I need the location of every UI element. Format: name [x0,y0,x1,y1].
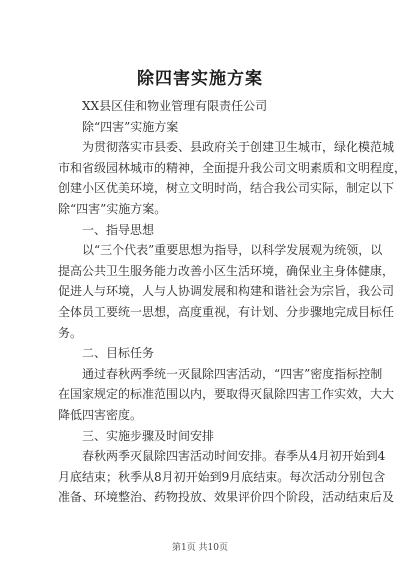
body-line: 为贯彻落实市县委、县政府关于创建卫生城市，绿化模范城 [82,140,395,155]
body-line: 提高公共卫生服务能力改善小区生活环境，确保业主身体健康， [58,263,395,278]
body-line: 除“四害”实施方案。 [58,201,167,216]
body-line: 一、指导思想 [82,222,155,237]
body-line: 三、实施步骤及时间安排 [82,428,215,443]
body-line: 促进人与环境，人与人协调发展和构建和谐社会为宗旨，我公司 [58,284,395,299]
body-line: 以“三个代表”重要思想为指导，以科学发展观为统领，以 [82,243,383,258]
body-line: 除“四害”实施方案 [82,119,179,134]
body-line: 准备、环境整治、药物投放、效果评价四个阶段，活动结束后及 [58,490,395,505]
document-body [58,96,406,508]
body-line: 在国家规定的标准范围以内，要取得灭鼠除四害工作实效，大大 [58,387,395,402]
body-line: 创建小区优美环境，树立文明时尚，结合我公司实际，制定以下 [58,181,395,196]
document-title: 除四害实施方案 [137,69,263,89]
body-line: 市和省级园林城市的精神，全面提升我公司文明素质和文明程度， [58,160,406,175]
body-line: 月底结束；秋季从8月初开始到9月底结束。每次活动分别包含 [58,469,386,484]
body-line: 务。 [58,325,83,340]
body-line: 降低四害密度。 [58,407,143,422]
body-line: 通过春秋两季统一灭鼠除四害活动，“四害”密度指标控制 [82,366,383,381]
page-footer: 第1页 共10页 [171,543,229,553]
body-line: 全体员工要统一思想，高度重视，有计划、分步骤地完成目标任 [58,304,395,319]
body-line: 二、目标任务 [82,346,155,361]
body-line: XX县区佳和物业管理有限责任公司 [82,99,268,113]
body-line: 春秋两季灭鼠除四害活动时间安排。春季从4月初开始到4 [82,449,386,464]
